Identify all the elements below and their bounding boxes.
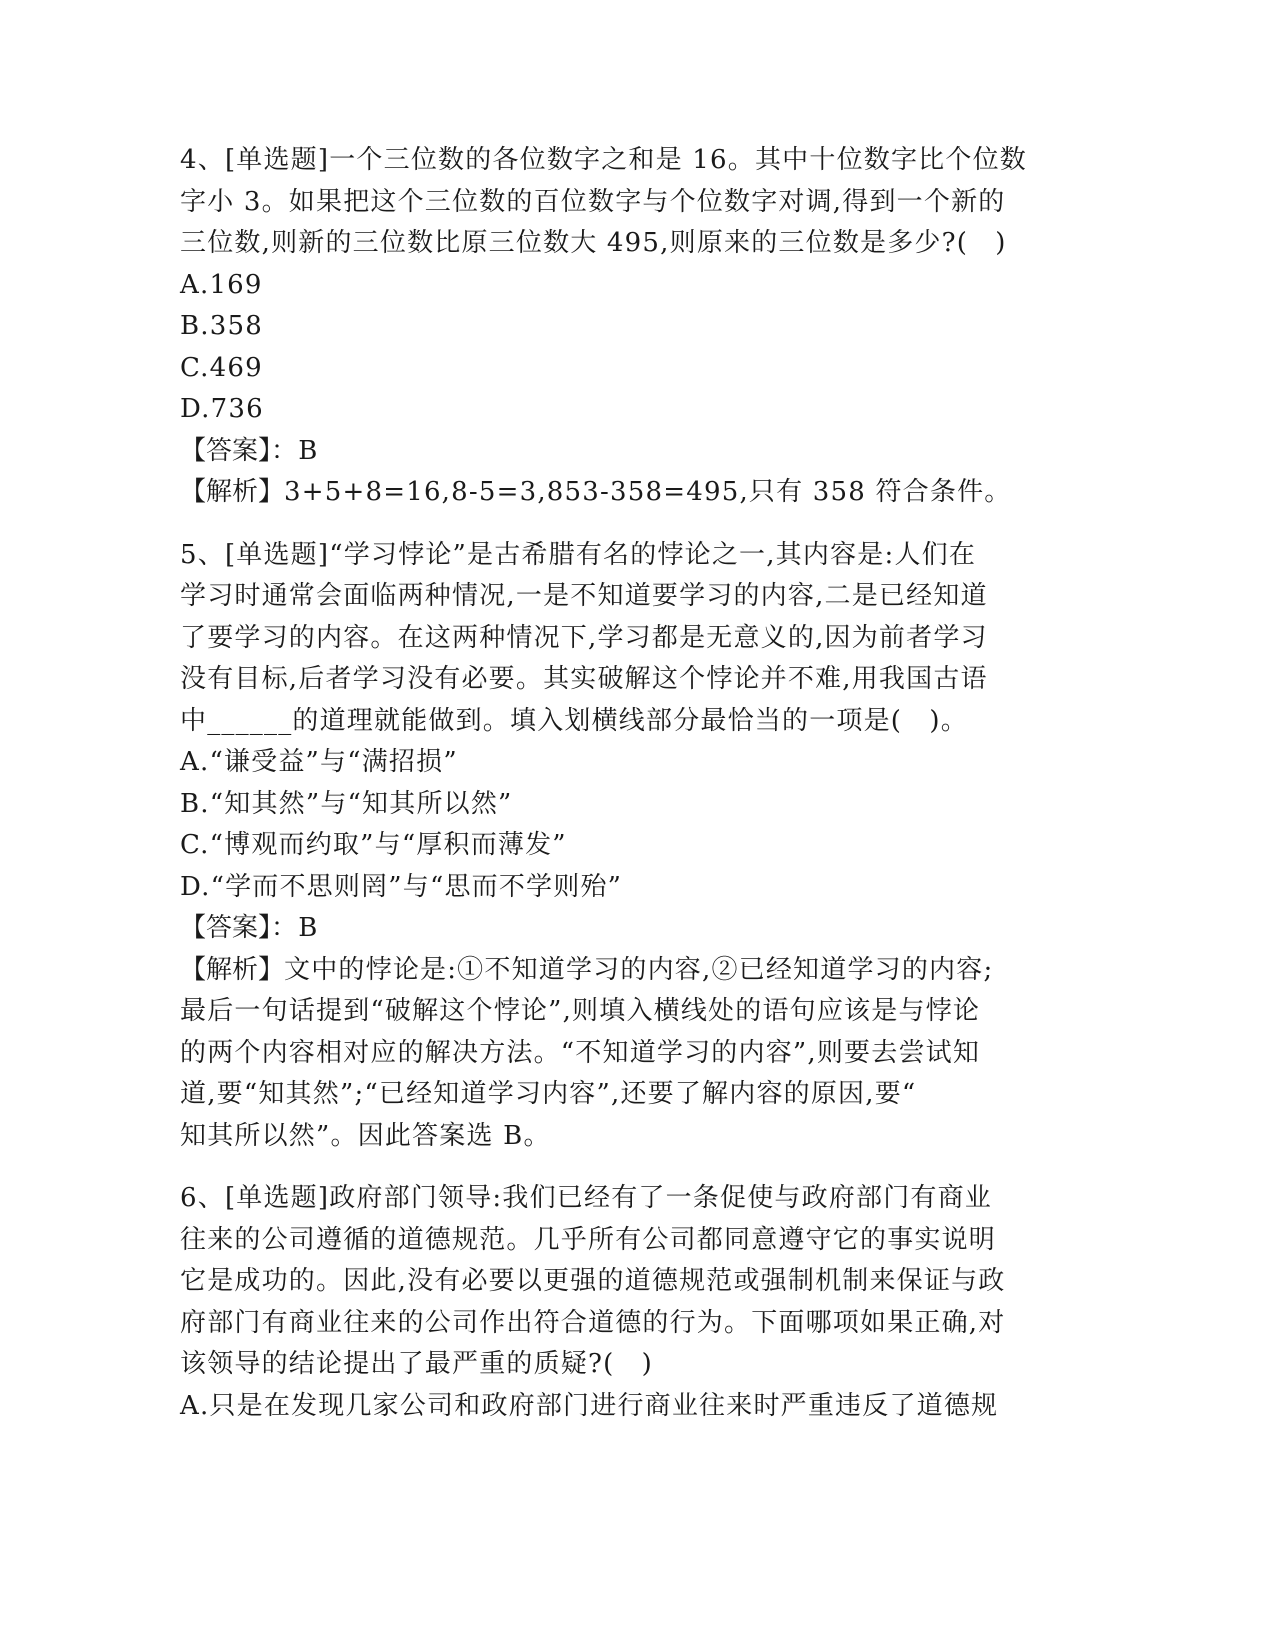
- answer-line: [180, 908, 1040, 950]
- question-6: [180, 1178, 1040, 1427]
- answer-value: ：B: [271, 435, 319, 466]
- analysis-text: 道,要“知其然”;“已经知道学习内容”,还要了解内容的原因,要“: [180, 1079, 917, 1109]
- analysis-text: 的两个内容相对应的解决方法。“不知道学习的内容”,则要去尝试知: [180, 1037, 981, 1068]
- answer-value: ：B: [271, 913, 319, 943]
- answer-label: 【答案】: [180, 913, 272, 943]
- answer-line: [180, 431, 1040, 473]
- question-4: [180, 140, 1040, 514]
- analysis-label: 【解析】: [180, 477, 285, 507]
- option-b: B.358: [180, 311, 263, 341]
- question-stem-line: 5、[单选题]“学习悖论”是古希腊有名的悖论之一,其内容是:人们在: [180, 539, 977, 570]
- analysis-text: 知其所以然”。因此答案选 B。: [180, 1120, 551, 1151]
- option-d: D.736: [180, 394, 264, 424]
- question-stem-line: 学习时通常会面临两种情况,一是不知道要学习的内容,二是已经知道: [180, 581, 988, 611]
- question-stem-line: 三位数,则新的三位数比原三位数大 495,则原来的三位数是多少?( ): [180, 228, 1007, 258]
- question-stem-line: 没有目标,后者学习没有必要。其实破解这个悖论并不难,用我国古语: [180, 664, 988, 694]
- option-a: A.只是在发现几家公司和政府部门进行商业往来时严重违反了道德规: [180, 1390, 999, 1421]
- question-stem-line: 中______的道理就能做到。填入划横线部分最恰当的一项是( )。: [180, 705, 968, 736]
- question-5: [180, 535, 1040, 1158]
- question-stem-line: 4、[单选题]一个三位数的各位数字之和是 16。其中十位数字比个位数: [180, 145, 1027, 175]
- analysis-line: [180, 950, 1040, 992]
- option-a: A.“谦受益”与“满招损”: [180, 747, 458, 777]
- option-b: B.“知其然”与“知其所以然”: [180, 788, 513, 819]
- question-stem-line: 6、[单选题]政府部门领导:我们已经有了一条促使与政府部门有商业: [180, 1183, 992, 1213]
- option-a: A.169: [180, 269, 263, 300]
- document-page: [180, 140, 1040, 1427]
- question-stem-line: 它是成功的。因此,没有必要以更强的道德规范或强制机制来保证与政: [180, 1266, 1006, 1296]
- analysis-text: 3+5+8=16,8-5=3,853-358=495,只有 358 符合条件。: [284, 477, 1012, 507]
- analysis-text: 文中的悖论是:①不知道学习的内容,②已经知道学习的内容;: [284, 954, 994, 985]
- question-stem-line: 往来的公司遵循的道德规范。几乎所有公司都同意遵守它的事实说明: [180, 1224, 997, 1255]
- question-stem-line: 该领导的结论提出了最严重的质疑?( ): [180, 1349, 654, 1379]
- question-stem-line: 字小 3。如果把这个三位数的百位数字与个位数字对调,得到一个新的: [180, 186, 1006, 217]
- option-c: C.“博观而约取”与“厚积而薄发”: [180, 830, 567, 860]
- answer-label: 【答案】: [180, 435, 272, 466]
- question-stem-line: 了要学习的内容。在这两种情况下,学习都是无意义的,因为前者学习: [180, 622, 988, 653]
- option-c: C.469: [180, 352, 263, 383]
- analysis-line: [180, 472, 1040, 514]
- question-stem-line: 府部门有商业往来的公司作出符合道德的行为。下面哪项如果正确,对: [180, 1307, 1006, 1338]
- analysis-label: 【解析】: [180, 954, 285, 985]
- analysis-text: 最后一句话提到“破解这个悖论”,则填入横线处的语句应该是与悖论: [180, 996, 981, 1026]
- option-d: D.“学而不思则罔”与“思而不学则殆”: [180, 871, 623, 902]
